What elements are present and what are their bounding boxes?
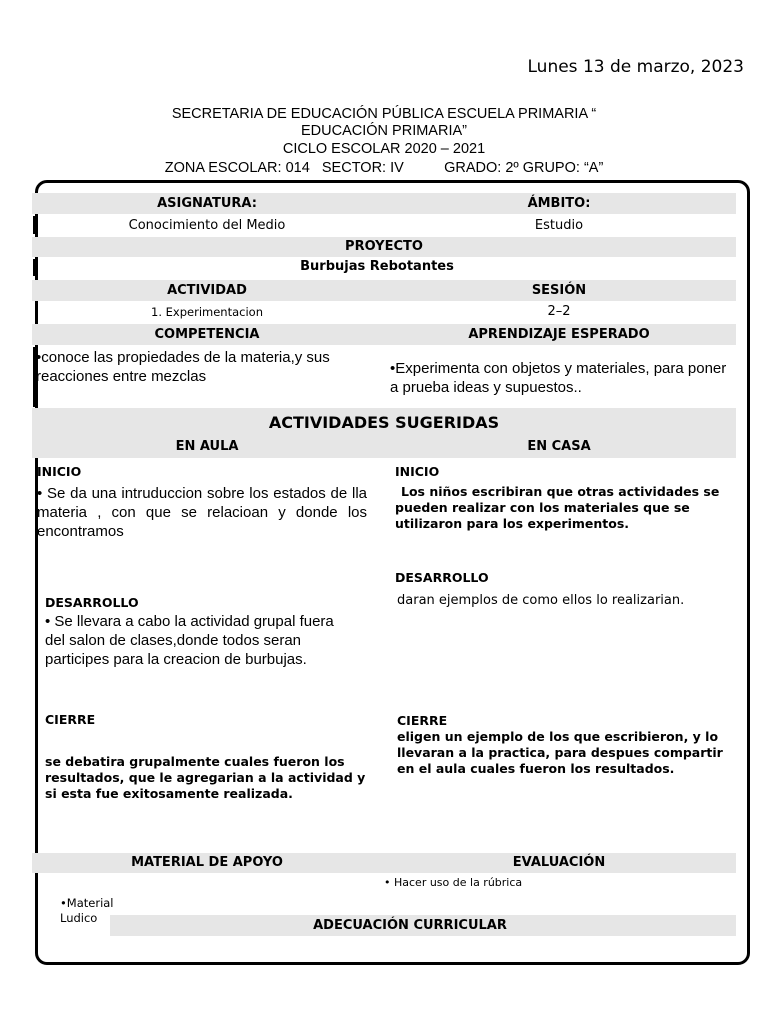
aula-desarrollo-label: DESARROLLO [45, 595, 139, 610]
casa-inicio-text: Los niños escribiran que otras actividades se pueden realizar con los materiales que se utilizaron para los experimentos. [395, 484, 720, 531]
evaluacion-value: • Hacer uso de la rúbrica [384, 876, 523, 889]
casa-cierre-label: CIERRE [397, 713, 448, 728]
proyecto-label: PROYECTO [345, 239, 423, 254]
asignatura-label: ASIGNATURA: [157, 196, 257, 211]
sector: SECTOR: IV [321, 160, 404, 176]
competencia-value: •conoce las propiedades de la materia,y sus reacciones entre mezclas [36, 349, 330, 385]
actividades-title: ACTIVIDADES SUGERIDAS [268, 413, 500, 432]
aprendizaje-value: •Experimenta con objetos y materiales, para poner a prueba ideas y supuestos.. [390, 360, 727, 396]
en-casa-label: EN CASA [527, 439, 591, 454]
material-value [60, 896, 114, 926]
proyecto-value: Burbujas Rebotantes [300, 259, 454, 274]
casa-inicio-label: INICIO [395, 464, 440, 479]
sesion-value: 2–2 [547, 304, 571, 319]
aula-inicio-text: • Se da una intruduccion sobre los estados de lla materia , con que se relacioan y donde los encontramos [37, 485, 367, 540]
aula-desarrollo-text: • Se llevara a cabo la actividad grupal fuera del salon de clases,donde todos seran participes para la creacion de burbujas. [45, 613, 334, 668]
actividad-label: ACTIVIDAD [167, 283, 247, 298]
document-date: Lunes 13 de marzo, 2023 [527, 57, 744, 77]
aula-cierre-text: se debatira grupalmente cuales fueron los resultados, que le agregarian a la actividad y si esta fue exitosamente realizada. [45, 754, 366, 801]
grado-grupo: GRADO: 2º GRUPO: “A” [444, 160, 604, 176]
ambito-value: Estudio [534, 218, 584, 233]
zona-escolar: ZONA ESCOLAR: 014 [164, 160, 310, 176]
header-line-1: SECRETARIA DE EDUCACIÓN PÚBLICA ESCUELA PRIMARIA “ [171, 106, 597, 122]
aula-cierre-label: CIERRE [45, 712, 96, 727]
header-line-2: EDUCACIÓN PRIMARIA” [301, 123, 467, 139]
aprendizaje-label: APRENDIZAJE ESPERADO [468, 327, 650, 342]
competencia-label: COMPETENCIA [154, 327, 260, 342]
material-value-line-2: Ludico [60, 911, 98, 925]
casa-cierre-text: eligen un ejemplo de los que escribieron, y lo llevaran a la practica, para despues compartir en el aula cuales fueron los resultados. [397, 729, 723, 776]
evaluacion-label: EVALUACIÓN [512, 855, 606, 870]
material-label: MATERIAL DE APOYO [131, 855, 283, 870]
material-value-line-1: •Material [60, 896, 114, 910]
sesion-label: SESIÓN [531, 283, 587, 298]
aula-inicio-label: INICIO [37, 464, 82, 479]
actividad-value: 1. Experimentacion [151, 305, 263, 319]
asignatura-value: Conocimiento del Medio [128, 218, 286, 233]
en-aula-label: EN AULA [175, 439, 239, 454]
header-line-4 [0, 160, 768, 177]
casa-desarrollo-text: daran ejemplos de como ellos lo realizarian. [397, 593, 685, 608]
header-line-3: CICLO ESCOLAR 2020 – 2021 [282, 141, 486, 157]
casa-desarrollo-label: DESARROLLO [395, 570, 489, 585]
ambito-label: ÁMBITO: [527, 196, 591, 211]
adecuacion-label: ADECUACIÓN CURRICULAR [313, 918, 507, 933]
